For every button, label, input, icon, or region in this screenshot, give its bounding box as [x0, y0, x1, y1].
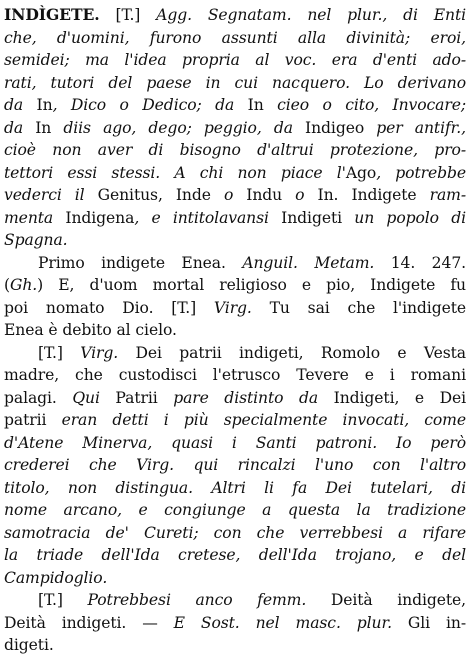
text-segment: o	[282, 186, 318, 204]
text-segment: Primo indigete Enea.	[38, 253, 243, 272]
text-segment: [T.]	[99, 6, 157, 24]
text-segment: , potrebbe	[376, 163, 466, 182]
text-segment: Tu sai che l'indigete	[251, 298, 466, 317]
text-segment: Agg. Segnatam. nel plur., di Enti	[156, 6, 466, 24]
text-segment: Spagna.	[4, 231, 68, 249]
text-segment: madre, che custodisci l'etrusco Tevere e i romani	[4, 366, 466, 384]
text-segment: Deità indigeti. —	[4, 613, 174, 632]
text-line	[4, 364, 466, 387]
text-line	[4, 229, 466, 252]
text-segment: [T.]	[38, 591, 88, 609]
text-segment: semidei; ma l'idea propria al voc. era d'enti ado-	[4, 51, 466, 69]
text-line	[4, 207, 466, 230]
text-segment: Virg.	[80, 343, 119, 362]
text-segment: pare distinto da	[173, 388, 319, 407]
text-segment: per antifr.,	[364, 118, 466, 137]
text-segment: digeti.	[4, 636, 54, 654]
text-line	[4, 454, 466, 477]
text-line	[4, 522, 466, 545]
text-line	[4, 634, 466, 657]
text-segment: Virg.	[213, 298, 252, 317]
text-segment: In. Indigete	[317, 186, 417, 204]
text-segment: Indigeti, e Dei	[318, 388, 466, 407]
text-line	[4, 4, 466, 27]
dictionary-entry-indigete	[4, 4, 466, 657]
text-segment: , e intitolavansi	[134, 208, 282, 227]
text-segment: palagi.	[4, 388, 73, 407]
text-line	[4, 27, 466, 50]
text-segment: Patrii	[99, 388, 174, 407]
text-segment: E Sost. nel masc. plur.	[173, 613, 392, 632]
text-line	[4, 49, 466, 72]
text-segment: da	[4, 118, 36, 137]
text-line	[4, 342, 466, 365]
text-segment: eran detti i più specialmente invocati, come	[61, 411, 466, 429]
text-segment: Indigeti	[281, 208, 343, 227]
text-segment: In	[35, 118, 52, 137]
text-segment: ) E, d'uom mortal religioso e pio, Indigete fu	[37, 276, 466, 294]
text-segment: patrii	[4, 411, 62, 429]
text-segment: Deità indigete,	[306, 591, 466, 609]
text-line	[4, 117, 466, 140]
text-segment: , Dico o Dedico; da	[52, 96, 248, 114]
text-line	[4, 409, 466, 432]
text-segment: o	[210, 186, 247, 204]
text-segment: Gh.	[9, 276, 38, 294]
text-segment: crederei che Virg. qui rincalzi l'uno con l'altro	[4, 456, 466, 474]
text-segment: ram-	[416, 186, 466, 204]
text-line	[4, 432, 466, 455]
text-line	[4, 612, 466, 635]
text-segment: diis ago, dego; peggio, da	[51, 118, 306, 137]
text-segment: (	[4, 276, 10, 294]
text-segment: Campidoglio.	[4, 568, 108, 587]
text-segment: samotracia de' Cureti; con che verrebbesi a rifare	[4, 523, 466, 542]
text-segment: la triade dell'Ida cretese, dell'Ida trojano, e del	[4, 546, 466, 564]
text-segment: che, d'uomini, furono assunti alla divinità; eroi,	[4, 28, 466, 47]
text-segment: Qui	[72, 388, 100, 407]
text-line	[4, 477, 466, 500]
text-line	[4, 567, 466, 590]
text-line	[4, 499, 466, 522]
text-segment: nome arcano, e congiunge a questa la tradizione	[4, 501, 466, 519]
text-line	[4, 274, 466, 297]
text-line	[4, 544, 466, 567]
text-line	[4, 94, 466, 117]
text-segment: un popolo di	[342, 208, 466, 227]
text-line	[4, 387, 466, 410]
text-line	[4, 297, 466, 320]
text-segment: In	[36, 96, 53, 114]
text-segment: menta	[4, 208, 66, 227]
text-line	[4, 184, 466, 207]
text-segment: Dei patrii indigeti, Romolo e Vesta	[118, 343, 466, 362]
text-segment: poi nomato Dio. [T.]	[4, 298, 214, 317]
headword: INDÌGETE.	[4, 5, 100, 24]
text-line	[4, 72, 466, 95]
text-segment: In	[247, 96, 264, 114]
text-segment: 14. 247.	[374, 253, 466, 272]
text-line	[4, 139, 466, 162]
text-segment: rati, tutori del paese in cui nacquero. Lo derivano	[4, 73, 466, 92]
text-line	[4, 589, 466, 612]
text-segment: da	[4, 96, 37, 114]
text-segment: Ago	[345, 163, 377, 182]
text-segment: Indigeo	[305, 118, 365, 137]
text-segment: tettori essi stessi. A chi non piace l'	[4, 163, 346, 182]
text-segment: d'Atene Minerva, quasi i Santi patroni. Io però	[4, 433, 466, 452]
text-segment: Indu	[246, 186, 283, 204]
text-line	[4, 162, 466, 185]
text-segment: Anguil. Metam.	[242, 253, 375, 272]
text-segment: [T.]	[38, 343, 81, 362]
text-segment: cieo o cito, Invocare;	[263, 96, 466, 114]
text-segment: Enea è debito al cielo.	[4, 321, 177, 339]
text-segment: vederci il	[4, 186, 98, 204]
text-line	[4, 319, 466, 342]
text-segment: titolo, non distingua. Altri li fa Dei tutelari, di	[4, 478, 466, 497]
text-segment: Gli in-	[391, 613, 466, 632]
text-segment: Potrebbesi anco femm.	[87, 591, 307, 609]
text-segment: Indigena	[65, 208, 135, 227]
text-segment: Genitus, Inde	[97, 186, 211, 204]
text-line	[4, 252, 466, 275]
text-segment: cioè non aver di bisogno d'altrui protezione, pro-	[4, 141, 466, 159]
